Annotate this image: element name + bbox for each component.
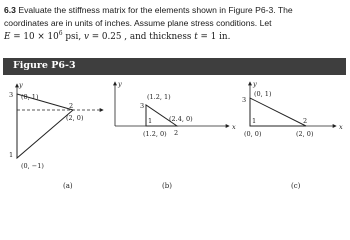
b-node-1: 1 (148, 117, 153, 125)
element-a (9, 81, 103, 190)
c-coord-1: (0, 0) (244, 130, 262, 138)
figure-title: Figure P6-3 (13, 60, 76, 71)
b-caption: (b) (162, 182, 172, 190)
problem-number: 6.3 (4, 5, 16, 15)
a-triangle (17, 94, 73, 158)
material-properties-equation: $E = 10 \times 10^6$ psi, v = 0.25 , and thickness t = 1 in. (4, 30, 231, 42)
a-node-3: 3 (9, 91, 14, 99)
b-x-label: x (232, 123, 236, 131)
c-node-2: 2 (303, 117, 308, 125)
a-caption: (a) (63, 182, 73, 190)
b-node-3: 3 (140, 102, 145, 110)
c-caption: (c) (291, 182, 301, 190)
c-node-3: 3 (242, 96, 247, 104)
figure-p6-3 (3, 78, 346, 193)
a-node-2: 2 (69, 102, 74, 110)
figure-svg (3, 78, 346, 193)
problem-statement (4, 4, 348, 44)
c-coord-3: (0, 1) (254, 90, 272, 98)
element-b (115, 80, 236, 190)
b-coord-1: (1.2, 0) (143, 130, 167, 138)
figure-title-banner (3, 58, 346, 75)
c-triangle (250, 98, 306, 126)
a-coord-3: (0, 1) (21, 93, 39, 101)
problem-line-1 (4, 4, 348, 17)
problem-text-1: Evaluate the stiffness matrix for the elements shown in Figure P6-3. The (18, 5, 293, 15)
c-coord-2: (2, 0) (296, 130, 314, 138)
c-node-1: 1 (252, 117, 257, 125)
a-coord-2: (2, 0) (66, 114, 84, 122)
a-coord-1: (0, −1) (21, 162, 44, 170)
b-y-label: y (118, 80, 122, 88)
problem-line-2: coordinates are in units of inches. Assume plane stress conditions. Let (4, 18, 272, 28)
a-node-1: 1 (9, 151, 14, 159)
c-x-label: x (339, 123, 343, 131)
c-y-label: y (253, 80, 257, 88)
element-c (242, 80, 343, 190)
b-coord-3: (1.2, 1) (147, 93, 171, 101)
b-coord-2: (2.4, 0) (169, 115, 193, 123)
b-node-2: 2 (174, 129, 179, 137)
a-y-label: y (19, 81, 23, 89)
